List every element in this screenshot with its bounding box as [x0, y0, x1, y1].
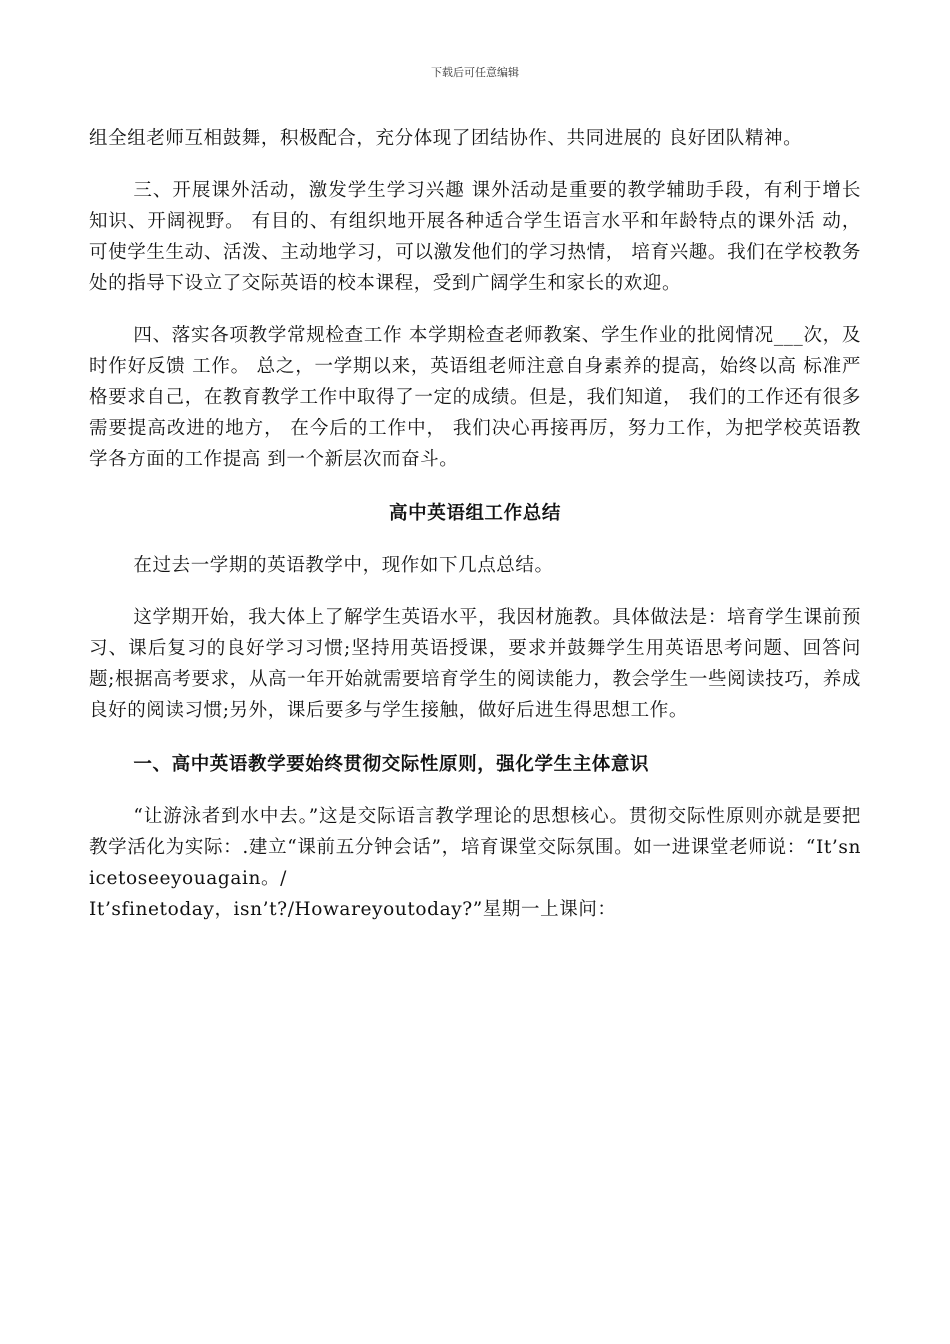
page-header: 下载后可任意编辑	[431, 66, 519, 79]
document-title: 高中英语组工作总结	[389, 503, 561, 524]
paragraph-methods: 这学期开始，我大体上了解学生英语水平，我因材施教。具体做法是：培育学生课前预习、课后复习的良好学习习惯;坚持用英语授课，要求并鼓舞学生用英语思考问题、回答问题;根据高考要求，从高一年开始就需要培育学生的阅读能力，教会学生一些阅读技巧，养成良好的阅读习惯;另外，课后要多与学生接触，做好后进生得思想工作。	[89, 607, 861, 721]
section-heading-communicative: 一、高中英语教学要始终贯彻交际性原则，强化学生主体意识	[133, 754, 650, 775]
paragraph-routine-checks: 四、落实各项教学常规检查工作 本学期检查老师教案、学生作业的批阅情况___次，及时作好反馈 工作。 总之，一学期以来，英语组老师注意自身素养的提高，始终以高 标准严格要求自己，在教育教学工作中取得了一定的成绩。但是，我们知道， 我们的工作还有很多需要提高改进的地方， 在今后的工作中， 我们决心再接再厉，努力工作，为把学校英语教学各方面的工作提高 到一个新层次而奋斗。	[89, 325, 861, 470]
paragraph-communicative-principle: “让游泳者到水中去。”这是交际语言教学理论的思想核心。贯彻交际性原则亦就是要把教学活化为实际：.建立“课前五分钟会话”，培育课堂交际氛围。如一进课堂老师说：“It’snicetoseeyouagain。/	[89, 806, 861, 889]
paragraph-extracurricular: 三、开展课外活动，激发学生学习兴趣 课外活动是重要的教学辅助手段，有利于增长知识、开阔视野。 有目的、有组织地开展各种适合学生语言水平和年龄特点的课外活 动，可使学生生动、活泼、主动地学习，可以激发他们的学习热情， 培育兴趣。我们在学校教务处的指导下设立了交际英语的校本课程，受到广阔学生和家长的欢迎。	[89, 180, 861, 294]
paragraph-communicative-principle-cont: It’sfinetoday，isn’t?/Howareyoutoday?”星期一上课问：	[89, 899, 617, 920]
document-body	[89, 123, 861, 925]
paragraph-team-spirit: 组全组老师互相鼓舞，积极配合，充分体现了团结协作、共同进展的 良好团队精神。	[89, 128, 803, 149]
paragraph-intro: 在过去一学期的英语教学中，现作如下几点总结。	[133, 555, 554, 576]
